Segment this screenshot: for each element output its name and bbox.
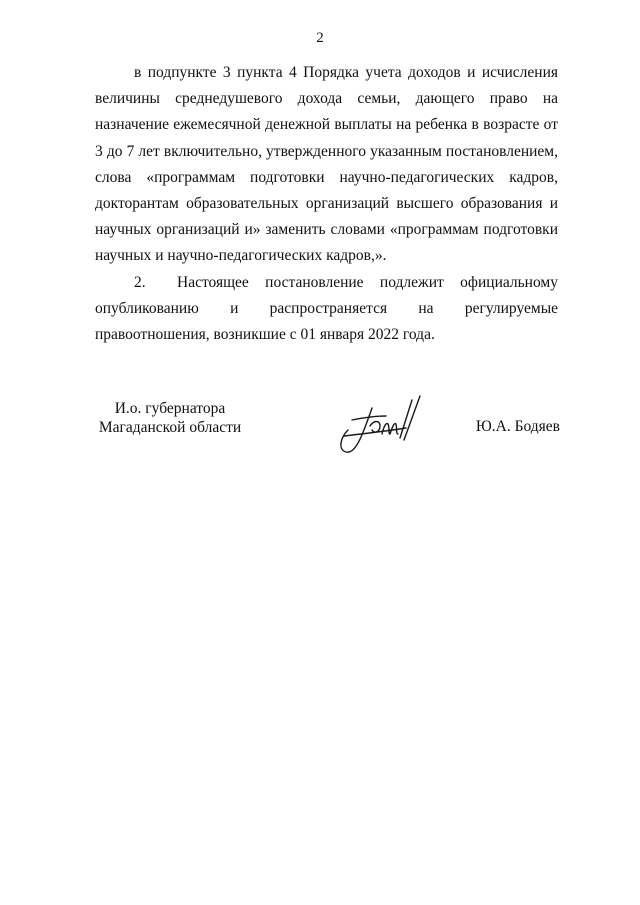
handwritten-signature-icon (330, 390, 430, 460)
signatory-title-line-2: Магаданской области (98, 419, 242, 436)
paragraph-2-number: 2. (134, 274, 146, 291)
signatory-title (95, 399, 245, 437)
signatory-name: Ю.А. Бодяев (475, 418, 560, 435)
signatory-title-line-1: И.о. губернатора (114, 400, 226, 417)
paragraph-1: в подпункте 3 пункта 4 Порядка учета доходов и исчисления величины среднедушевого дохода семьи, дающего право на назначение ежемесячной денежной выплаты на ребенка в возрасте от 3 до 7 лет включительно, утвержденного указанным постановлением, слова «программам подготовки научно-педагогических кадров, докторантам образовательных организаций высшего образования и научных организаций и» заменить словами «программам подготовки научных и научно-педагогических кадров,». (95, 64, 558, 265)
paragraph-2 (95, 270, 558, 349)
page-number: 2 (316, 30, 324, 46)
paragraph-2-text: Настоящее постановление подлежит официальному опубликованию и распространяется на регулируемые правоотношения, возникшие с 01 января 2022 года. (95, 274, 558, 344)
